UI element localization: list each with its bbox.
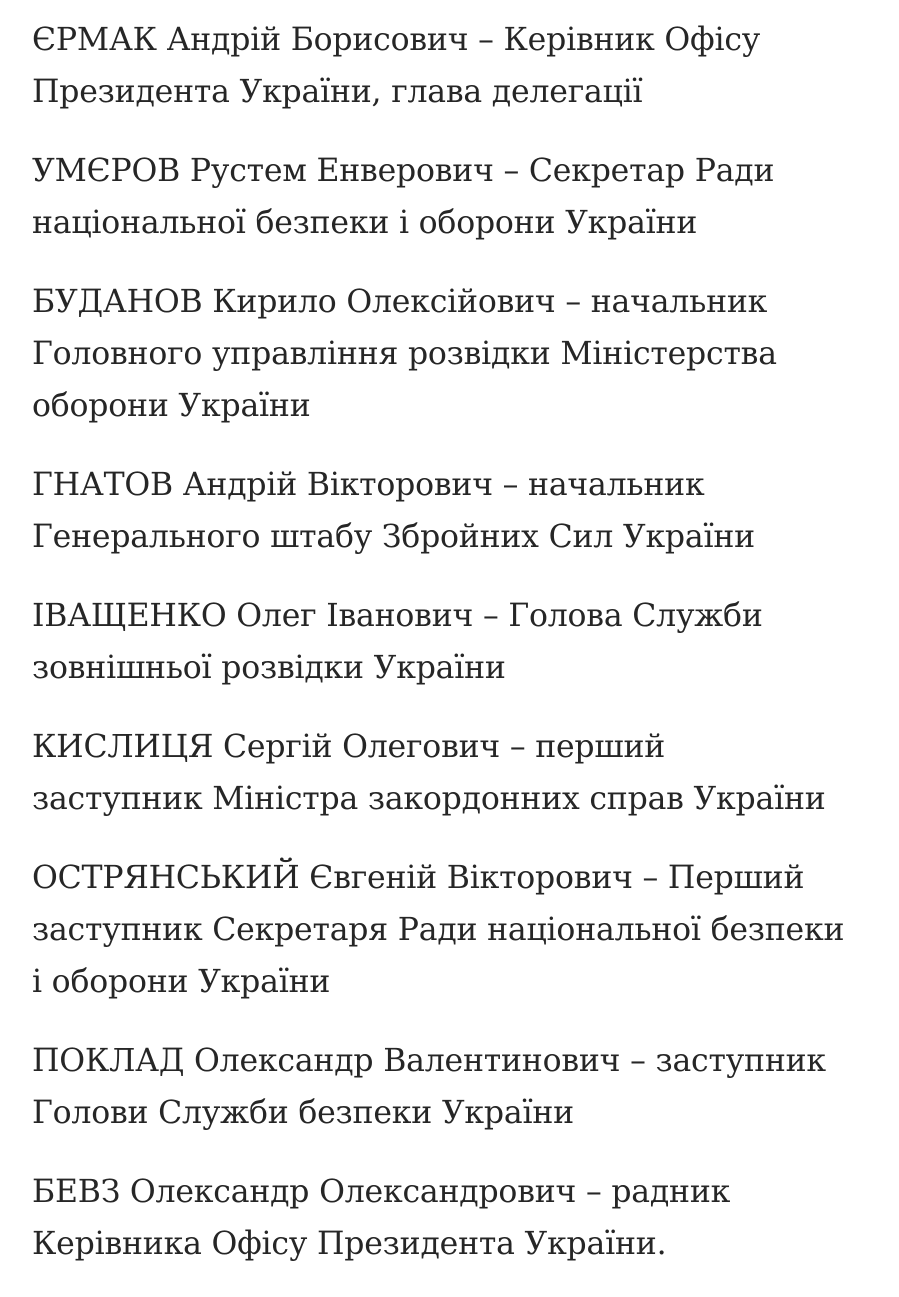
entry-line: КИСЛИЦЯ Сергій Олегович – перший — [32, 729, 666, 765]
entry-yermak — [32, 14, 882, 118]
entry-line: оборони України — [32, 388, 311, 424]
entry-hnatov — [32, 459, 882, 563]
entry-line: і оборони України — [32, 964, 331, 1000]
entry-line: Генерального штабу Збройних Сил України — [32, 519, 755, 555]
delegation-list — [32, 14, 882, 1297]
entry-budanov — [32, 276, 882, 432]
entry-line: БЕВЗ Олександр Олександрович – радник — [32, 1174, 731, 1210]
entry-ostryanskyi — [32, 852, 882, 1008]
entry-line: БУДАНОВ Кирило Олексійович – начальник — [32, 284, 768, 320]
entry-line: зовнішньої розвідки України — [32, 650, 506, 686]
entry-line: Президента України, глава делегації — [32, 74, 643, 110]
entry-bevz — [32, 1166, 882, 1270]
entry-line: ПОКЛАД Олександр Валентинович – заступник — [32, 1043, 826, 1079]
entry-ivashchenko — [32, 590, 882, 694]
entry-line: заступник Міністра закордонних справ України — [32, 781, 826, 817]
entry-line: ОСТРЯНСЬКИЙ Євгеній Вікторович – Перший — [32, 860, 805, 896]
entry-umerov — [32, 145, 882, 249]
entry-line: ГНАТОВ Андрій Вікторович – начальник — [32, 467, 705, 503]
entry-kyslytsya — [32, 721, 882, 825]
entry-line: заступник Секретаря Ради національної безпеки — [32, 912, 845, 948]
entry-line: Головного управління розвідки Міністерства — [32, 336, 777, 372]
entry-line: Керівника Офісу Президента України. — [32, 1226, 667, 1262]
entry-poklad — [32, 1035, 882, 1139]
entry-line: національної безпеки і оборони України — [32, 205, 698, 241]
entry-line: УМЄРОВ Рустем Енверович – Секретар Ради — [32, 153, 775, 189]
entry-line: Голови Служби безпеки України — [32, 1095, 574, 1131]
entry-line: ЄРМАК Андрій Борисович – Керівник Офісу — [32, 22, 761, 58]
entry-line: ІВАЩЕНКО Олег Іванович – Голова Служби — [32, 598, 763, 634]
